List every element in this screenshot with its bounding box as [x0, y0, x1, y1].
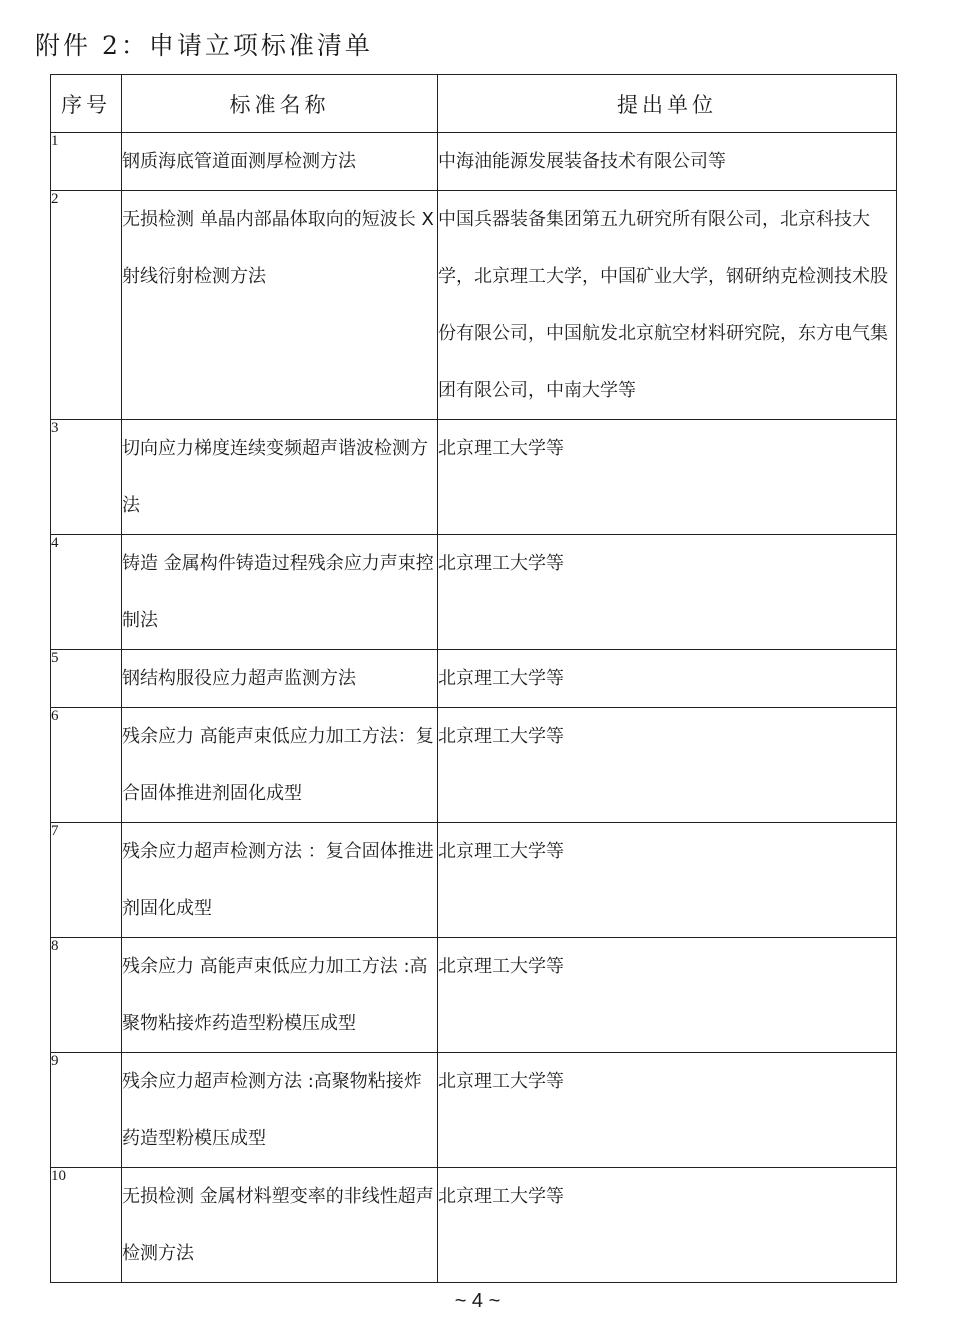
standard-name-text: 无损检测 单晶内部晶体取向的短波长 X 射线衍射检测方法 [122, 209, 434, 287]
standard-name-text: 残余应力 高能声束低应力加工方法：复合固体推进剂固化成型 [122, 726, 434, 804]
standard-name-text: 残余应力 高能声束低应力加工方法 :高聚物粘接炸药造型粉模压成型 [122, 956, 428, 1034]
page-number: ~ 4 ~ [454, 1290, 501, 1312]
table-row [51, 133, 897, 191]
proposing-unit-text: 北京理工大学等 [438, 438, 564, 459]
proposing-unit-text: 中海油能源发展装备技术有限公司等 [438, 151, 726, 172]
row-proposing-unit [438, 535, 897, 650]
header-serial-number: 序号 [51, 75, 122, 133]
row-standard-name [122, 708, 438, 823]
table-row [51, 535, 897, 650]
proposing-unit-text: 北京理工大学等 [438, 726, 564, 747]
row-serial-number: 9 [51, 1053, 122, 1168]
row-proposing-unit [438, 938, 897, 1053]
table-row [51, 1053, 897, 1168]
standard-name-text: 切向应力梯度连续变频超声谐波检测方法 [122, 438, 428, 516]
table-row [51, 938, 897, 1053]
row-standard-name [122, 823, 438, 938]
row-serial-number: 2 [51, 191, 122, 420]
row-standard-name [122, 1168, 438, 1283]
row-serial-number: 3 [51, 420, 122, 535]
standard-name-text: 钢质海底管道面测厚检测方法 [122, 151, 356, 172]
standards-table [50, 74, 897, 1283]
row-standard-name [122, 650, 438, 708]
row-standard-name [122, 535, 438, 650]
row-standard-name [122, 1053, 438, 1168]
row-proposing-unit [438, 650, 897, 708]
row-proposing-unit [438, 191, 897, 420]
row-serial-number: 7 [51, 823, 122, 938]
row-proposing-unit [438, 1168, 897, 1283]
standard-name-text: 铸造 金属构件铸造过程残余应力声束控制法 [122, 553, 434, 631]
proposing-unit-text: 北京理工大学等 [438, 956, 564, 977]
standard-name-text: 钢结构服役应力超声监测方法 [122, 668, 356, 689]
row-serial-number: 8 [51, 938, 122, 1053]
table-row [51, 708, 897, 823]
header-proposing-unit: 提出单位 [438, 75, 897, 133]
table-row [51, 420, 897, 535]
row-standard-name [122, 133, 438, 191]
row-serial-number: 10 [51, 1168, 122, 1283]
proposing-unit-text: 北京理工大学等 [438, 553, 564, 574]
header-standard-name: 标准名称 [122, 75, 438, 133]
table-row [51, 1168, 897, 1283]
standard-name-text: 残余应力超声检测方法 :高聚物粘接炸药造型粉模压成型 [122, 1071, 422, 1149]
row-proposing-unit [438, 420, 897, 535]
row-standard-name [122, 938, 438, 1053]
page-title: 附件 2：申请立项标准清单 [35, 31, 373, 60]
table-header-row [51, 75, 897, 133]
proposing-unit-text: 北京理工大学等 [438, 668, 564, 689]
table-row [51, 191, 897, 420]
row-proposing-unit [438, 823, 897, 938]
standard-name-text: 无损检测 金属材料塑变率的非线性超声检测方法 [122, 1186, 434, 1264]
proposing-unit-text: 北京理工大学等 [438, 841, 564, 862]
proposing-unit-text: 中国兵器装备集团第五九研究所有限公司，北京科技大学，北京理工大学，中国矿业大学，钢研纳克检测技术股份有限公司，中国航发北京航空材料研究院，东方电气集团有限公司，中南大学等 [438, 209, 888, 401]
table-row [51, 823, 897, 938]
row-standard-name [122, 191, 438, 420]
row-proposing-unit [438, 1053, 897, 1168]
row-serial-number: 6 [51, 708, 122, 823]
row-serial-number: 4 [51, 535, 122, 650]
standard-name-text: 残余应力超声检测方法 ：复合固体推进剂固化成型 [122, 841, 434, 919]
row-standard-name [122, 420, 438, 535]
row-serial-number: 5 [51, 650, 122, 708]
proposing-unit-text: 北京理工大学等 [438, 1186, 564, 1207]
row-proposing-unit [438, 708, 897, 823]
proposing-unit-text: 北京理工大学等 [438, 1071, 564, 1092]
row-proposing-unit [438, 133, 897, 191]
table-row [51, 650, 897, 708]
row-serial-number: 1 [51, 133, 122, 191]
